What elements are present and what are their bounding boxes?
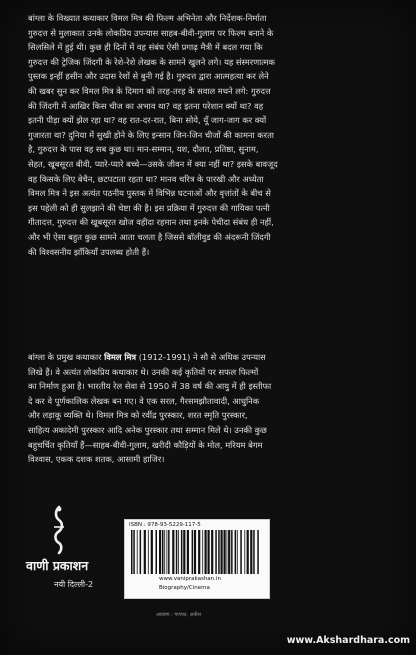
publisher-city: नयी दिल्ली-2: [54, 580, 94, 589]
publisher-website: www.vaniprakashan.in: [159, 576, 221, 582]
author-name: विमल मित्र: [104, 352, 137, 362]
publisher-emblem-icon: [50, 505, 68, 555]
cover-credit: आवरण : गणपत, अनीश: [156, 612, 202, 618]
site-watermark: www.Akshardhara.com: [286, 635, 410, 646]
publisher-name: वाणी प्रकाशन: [26, 558, 89, 573]
book-category: Biography/Cinema: [159, 585, 210, 591]
barcode-icon: [131, 530, 263, 574]
bio-text-pre: बांग्ला के प्रमुख कथाकार: [28, 352, 105, 362]
isbn-label: ISBN : 978-93-5229-117-5: [129, 522, 201, 528]
synopsis-paragraph: बांग्ला के विख्यात कथाकार विमल मित्र की फिल्म अभिनेता और निर्देशक-निर्माता गुरुदत्त से मुलाकात उनके लोकप्रिय उपन्यास साहब-बीवी-गुलाम पर फिल्म बनाने के सिलसिले में हुई थी। कुछ ही दिनों में वह संबंध ऐसी प्रगाढ़ मैत्री में बदल गया कि गुरुदत्त की ट्रेजिक जिंदगी के रेशे-रेशे लेखक के सामने खुलने लगे। यह संस्मरणात्मक पुस्तक इन्हीं हसीन और उदास रेशों से बुनी गई है। गुरुदत्त द्वारा आत्महत्या कर लेने की खबर सुन कर विमल मित्र के दिमाग को तरह-तरह के सवाल मथने लगे: गुरुदत्त की जिंदगी में आखिर किस चीज का अभाव था? वह इतना परेशान क्यों था? वह इतनी पीड़ा क्यों झेल रहा था? वह रात-दर-रात, बिना सोये, यूँ जाग-जाग कर क्यों गुजारता था? दुनिया में सुखी होने के लिए इन्सान जिन-जिन चीजों की कामना करता है, गुरुदत्त के पास वह सब कुछ था। मान-सम्मान, यश, दौलत, प्रतिष्ठा, सुनाम, सेहत, खूबसूरत बीवी, प्यारे-प्यारे बच्चे—उसके जीवन में क्या नहीं था? इसके बावजूद वह किसके लिए बेचैन, छटपटाता रहता था? मानव चरित्र के पारखी और अध्येता विमल मित्र ने इस अत्यंत पठनीय पुस्तक में विभिन्न घटनाओं और वृत्तांतों के बीच से इस पहेली को ही सुलझाने की चेष्टा की है। इस प्रक्रिया में गुरुदत्त की गायिका पत्नी गीतादत्त, गुरुदत्त की खूबसूरत खोज वहीदा रहमान तथा इनके पेचीदा संबंध ही नहीं, और भी ऐसा बहुत कुछ सामने आता चलता है जिससे बॉलीवुड की अंदरूनी जिंदगी की विश्वसनीय झाँकियाँ उपलब्ध होती हैं।: [28, 13, 278, 257]
author-bio-paragraph: [28, 350, 390, 467]
barcode-panel: [124, 519, 270, 599]
publisher-logo: [24, 505, 92, 595]
bio-text-post: (1912-1991) ने सौ से अधिक उपन्यास लिखे हैं। वे अत्यंत लोकप्रिय कथाकार थे। उनकी कई कृतियों पर सफल फिल्मों का निर्माण हुआ है। भारतीय रेल सेवा से 1950 में 38 वर्ष की आयु में ही इस्तीफा दे कर वे पूर्णकालिक लेखक बन गए। वे एक सरल, गैरसमझौतावादी, आधुनिक और लड़ाकू व्यक्ति थे। विमल मित्र को रवींद्र पुरस्कार, शरत स्मृति पुरस्कार, साहित्य अकादेमी पुरस्कार आदि अनेक पुरस्कार तथा सम्मान मिले थे। उनकी कुछ बहुचर्चित कृतियाँ हैं—साहब-बीवी-गुलाम, खरीदी कौड़ियों के मोल, मरियम बेगम विश्वास, एकक दशक शतक, आसामी हाजिर।: [28, 352, 272, 465]
